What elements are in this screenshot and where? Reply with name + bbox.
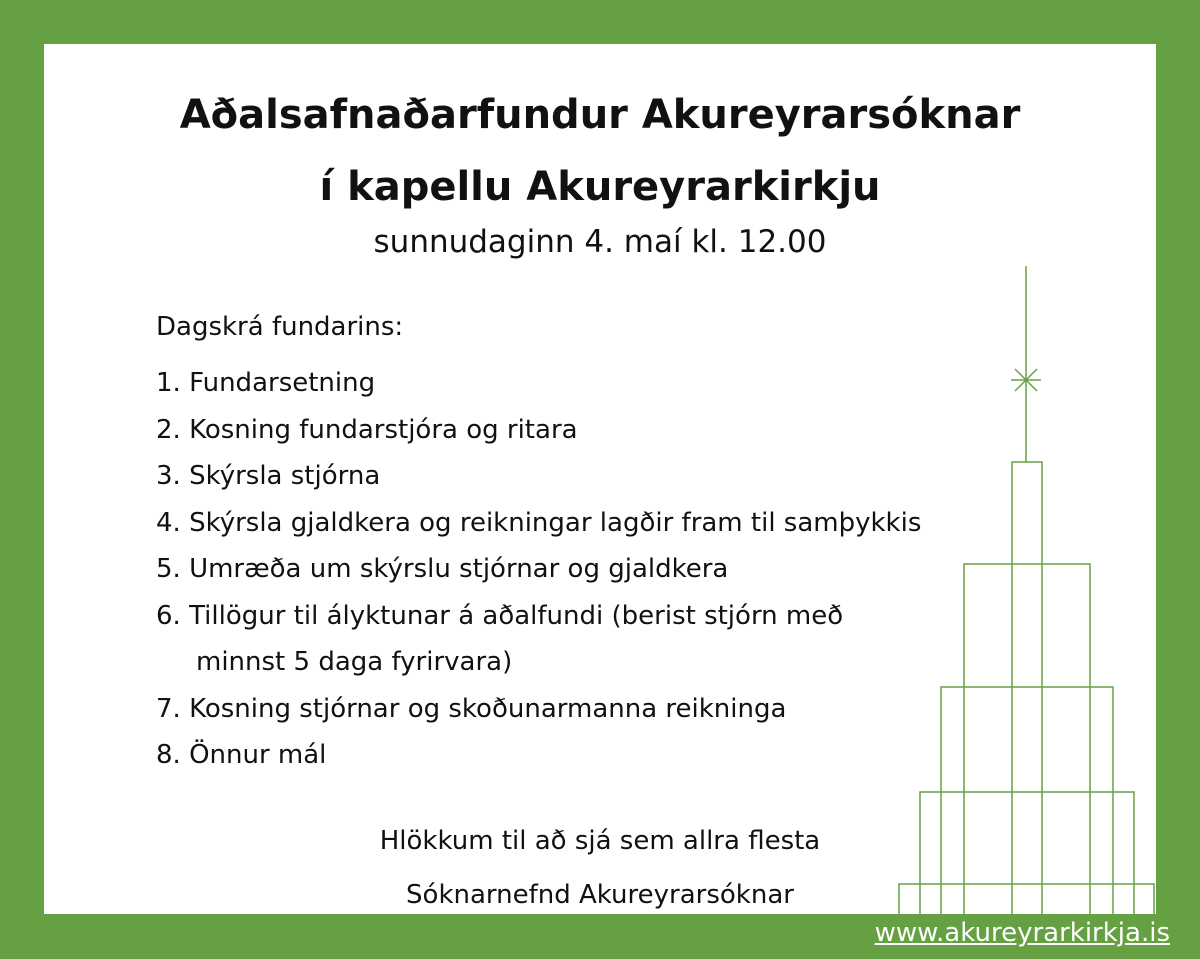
agenda-item-continuation xyxy=(156,639,921,686)
agenda-item: 3. Skýrsla stjórna xyxy=(156,461,381,491)
agenda-item: 4. Skýrsla gjaldkera og reikningar lagðir fram til samþykkis xyxy=(156,507,922,538)
agenda-item: 8. Önnur mál xyxy=(156,740,327,770)
agenda-heading: Dagskrá fundarins: xyxy=(156,312,404,342)
title-line-1: Aðalsafnaðarfundur Akureyrarsóknar xyxy=(179,92,1021,138)
agenda-item: 7. Kosning stjórnar og skoðunarmanna reikninga xyxy=(156,693,787,724)
agenda-item: 5. Umræða um skýrslu stjórnar og gjaldkera xyxy=(156,554,729,584)
agenda-item: 2. Kosning fundarstjóra og ritara xyxy=(156,414,578,445)
agenda-item-continuation-text: minnst 5 daga fyrirvara) xyxy=(196,647,513,677)
date-time-subtitle: sunnudaginn 4. maí kl. 12.00 xyxy=(373,224,827,260)
agenda-item: 1. Fundarsetning xyxy=(156,368,376,398)
closing-signature: Sóknarnefnd Akureyrarsóknar xyxy=(406,880,794,910)
website-link[interactable]: www.akureyrarkirkja.is xyxy=(874,918,1170,948)
agenda-list xyxy=(156,360,921,779)
agenda-item: 6. Tillögur til ályktunar á aðalfundi (berist stjórn með xyxy=(156,600,844,631)
church-line-art-icon xyxy=(894,262,1156,914)
title-line-2: í kapellu Akureyrarkirkju xyxy=(319,164,881,210)
closing-greeting: Hlökkum til að sjá sem allra flesta xyxy=(379,826,821,856)
notice-panel xyxy=(44,44,1156,914)
